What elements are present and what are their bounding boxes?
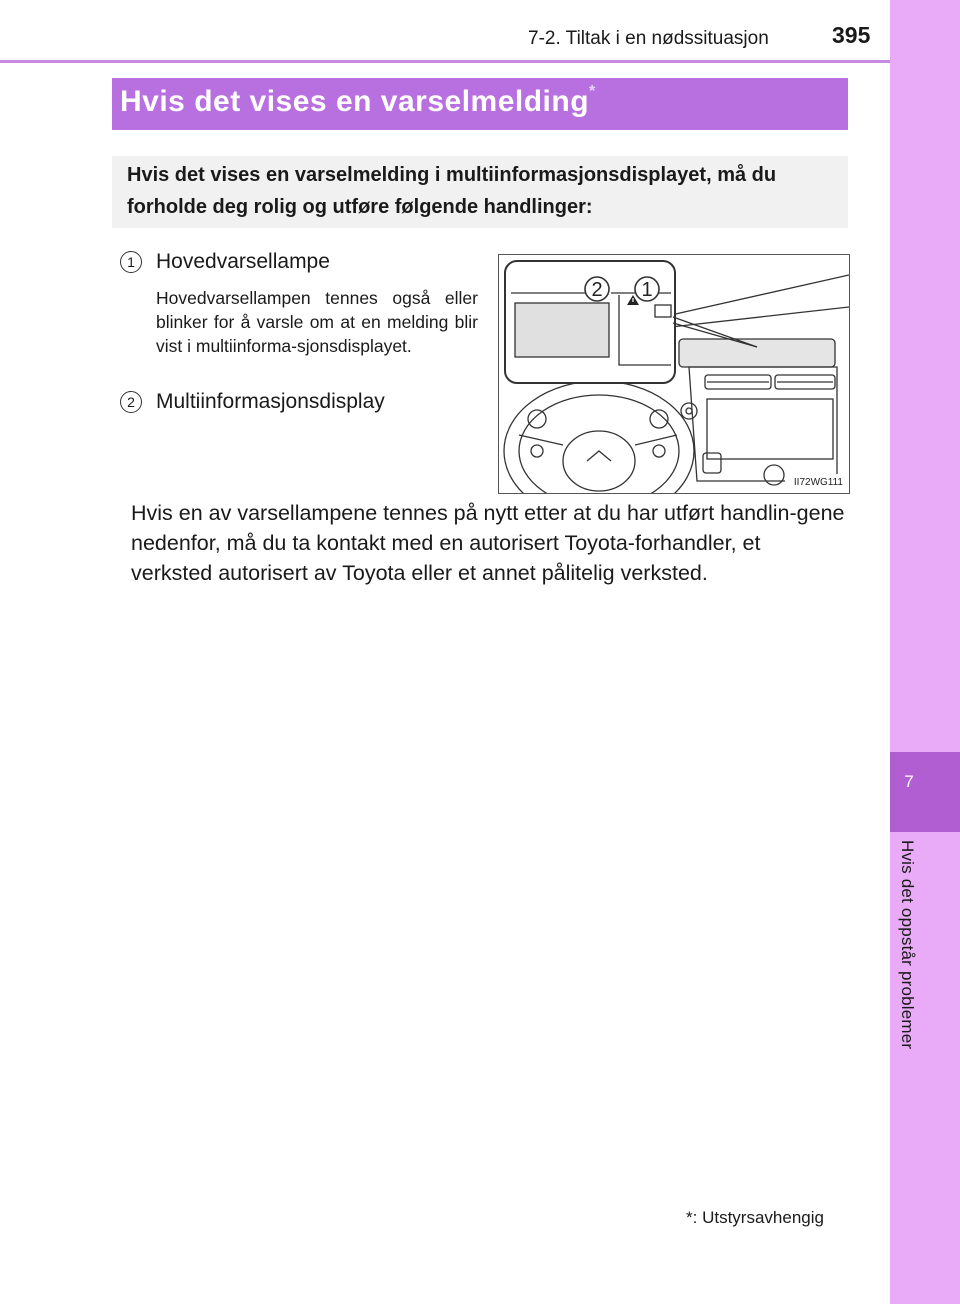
side-tab-top <box>890 0 960 752</box>
footnote-text: : Utstyrsavhengig <box>692 1208 824 1227</box>
body-paragraph: Hvis en av varsellampene tennes på nytt etter at du har utført handlin-gene nedenfor, må du ta kontakt med en autorisert Toyota-forhandler, et verksted autorisert av Toyota eller et annet pålitelig verksted. <box>131 501 845 585</box>
chapter-title: Hvis det oppstår problemer <box>898 840 917 1050</box>
chapter-number: 7 <box>904 772 914 791</box>
item-1-description: Hovedvarsellampen tennes også eller blinker for å varsle om at en melding blir vist i multiinforma-sjonsdisplayet. <box>156 288 478 356</box>
section-title-bar <box>112 78 848 130</box>
callout-2: 2 <box>591 279 603 301</box>
item-2-label: Multiinformasjonsdisplay <box>156 390 385 413</box>
dashboard-drawing <box>499 255 849 493</box>
header-rule <box>0 60 890 63</box>
footnote-marker: * <box>686 1208 693 1227</box>
dashboard-illustration <box>498 254 850 494</box>
section-title-text: Hvis det vises en varselmelding <box>120 85 590 118</box>
page-number: 395 <box>832 22 871 48</box>
running-header-section: 7-2. Tiltak i en nødssituasjon <box>528 28 769 49</box>
side-tab-chapter-marker <box>890 752 960 832</box>
callout-1: 1 <box>641 279 653 301</box>
item-2-number-badge: 2 <box>120 391 142 413</box>
equipment-marker: * <box>589 83 596 100</box>
footnote <box>686 1208 824 1228</box>
intro-text: Hvis det vises en varselmelding i multiinformasjonsdisplayet, må du forholde deg rolig og utføre følgende handlinger: <box>127 164 777 218</box>
intro-box <box>112 156 848 228</box>
section-title <box>120 85 596 119</box>
illustration-code: II72WG111 <box>793 477 843 488</box>
item-1-number-badge: 1 <box>120 251 142 273</box>
item-1-label: Hovedvarsellampe <box>156 250 330 273</box>
